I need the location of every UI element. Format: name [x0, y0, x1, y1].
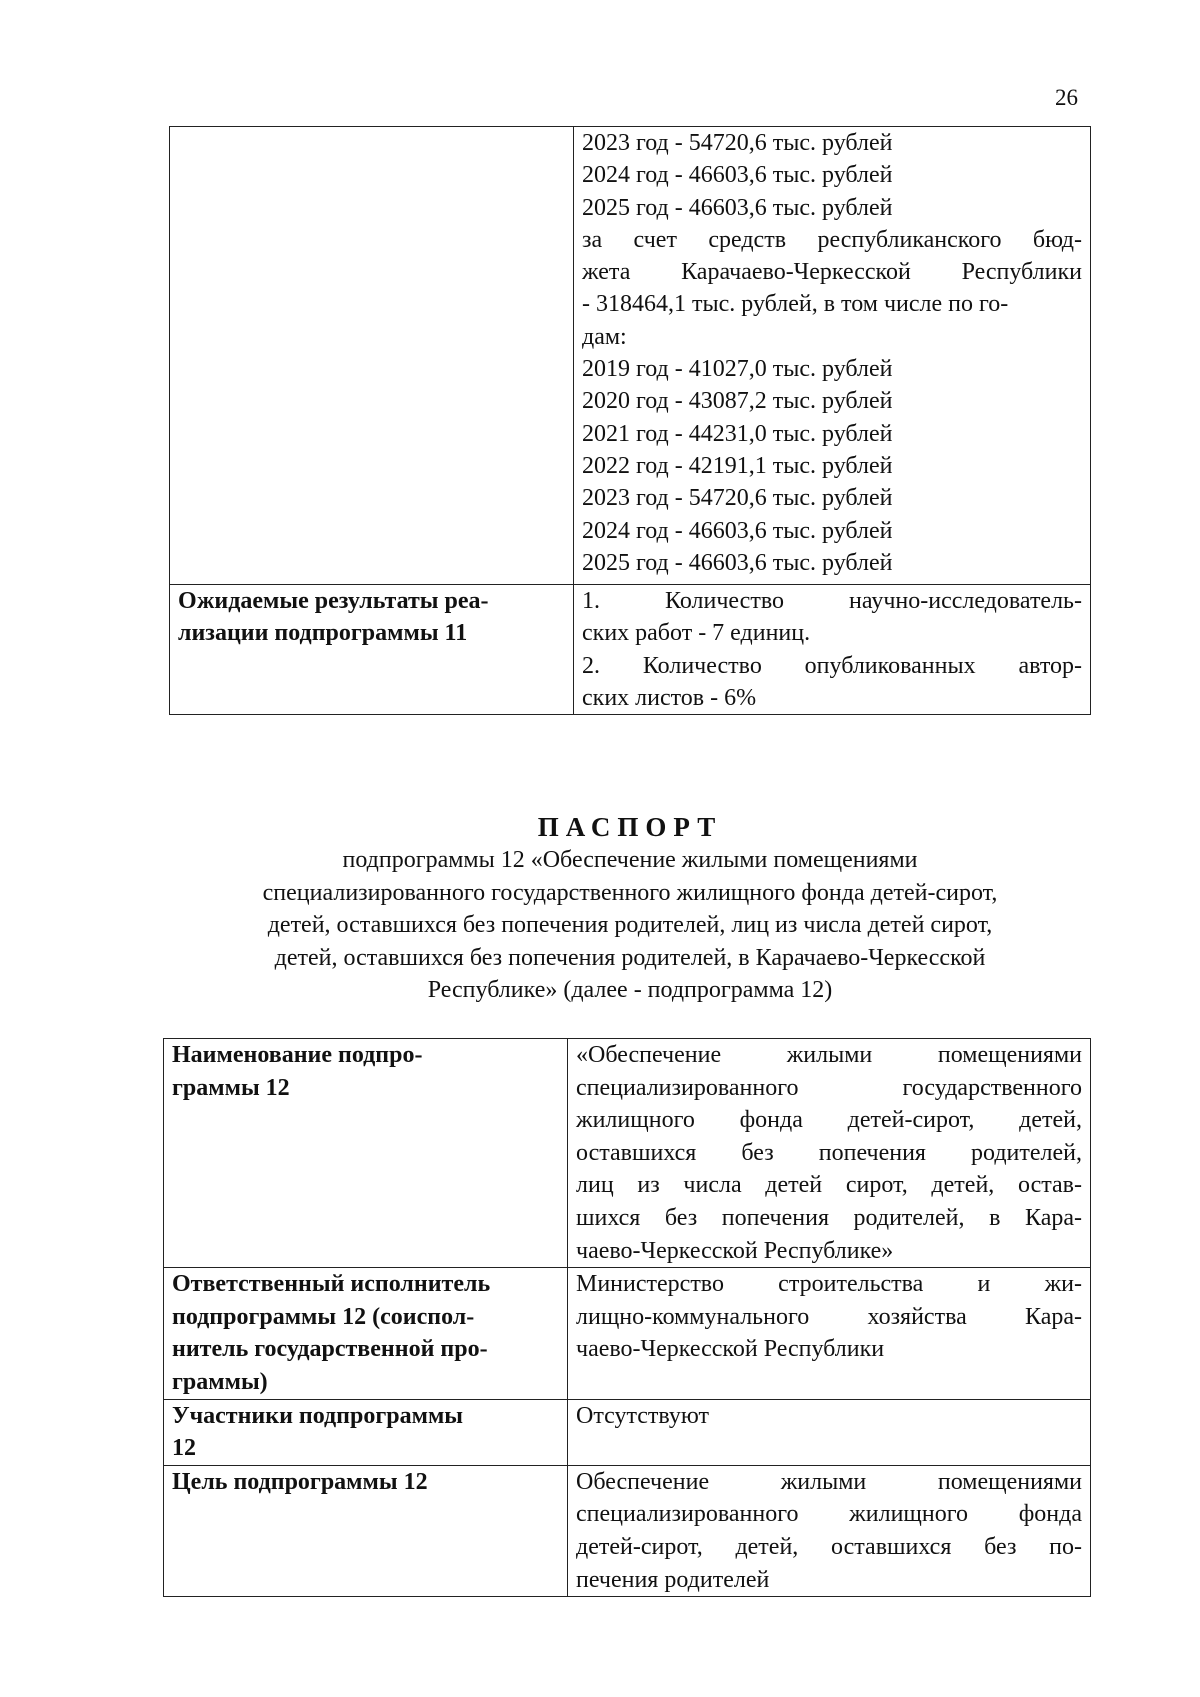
text-line: дам: — [582, 323, 627, 350]
text-line: чаево-Черкесской Республике» — [576, 1237, 894, 1264]
passport-table — [163, 1038, 1091, 1597]
label-line: Ответственный исполнитель — [172, 1271, 491, 1298]
text-line: - 318464,1 тыс. рублей, в том числе по го- — [582, 291, 1009, 318]
table-row — [164, 1268, 1091, 1399]
row-label-cell — [164, 1039, 568, 1268]
text-line: шихся без попечения родителей, в Кара- — [576, 1204, 1082, 1231]
heading-line: подпрограммы 12 «Обеспечение жилыми помещениями — [342, 847, 918, 873]
text-line: 2021 год - 44231,0 тыс. рублей — [582, 420, 893, 447]
row-value-cell — [568, 1268, 1091, 1399]
label-line: граммы) — [172, 1368, 268, 1395]
row-value-cell — [568, 1399, 1091, 1465]
table-row — [164, 1399, 1091, 1465]
text-line: 2025 год - 46603,6 тыс. рублей — [582, 549, 893, 576]
text-line: 2023 год - 54720,6 тыс. рублей — [582, 130, 893, 156]
text-line: 2024 год - 46603,6 тыс. рублей — [582, 162, 893, 189]
financing-table-continuation — [169, 126, 1091, 715]
text-line: 2023 год - 54720,6 тыс. рублей — [582, 485, 893, 512]
text-line: специализированного жилищного фонда — [576, 1501, 1082, 1528]
table-row — [164, 1465, 1091, 1596]
text-line: Обеспечение жилыми помещениями — [576, 1468, 1082, 1495]
passport-title: ПАСПОРТ — [537, 812, 723, 842]
text-line: 2024 год - 46603,6 тыс. рублей — [582, 517, 893, 544]
row-value-cell — [568, 1039, 1091, 1268]
text-line: детей-сирот, детей, оставшихся без по- — [576, 1533, 1082, 1560]
row-value-cell — [574, 127, 1091, 585]
label-line: нитель государственной про- — [172, 1336, 488, 1363]
label-line: Участники подпрограммы — [172, 1402, 464, 1429]
table-row — [164, 1039, 1091, 1268]
text-line: Отсутствуют — [576, 1402, 709, 1429]
text-line: лищно-коммунального хозяйства Кара- — [576, 1303, 1082, 1330]
label-line: подпрограммы 12 (соиспол- — [172, 1303, 475, 1330]
label-line: лизации подпрограммы 11 — [178, 620, 468, 647]
text-line: 2. Количество опубликованных автор- — [582, 652, 1082, 679]
text-line: Министерство строительства и жи- — [576, 1271, 1082, 1298]
text-line: 1. Количество научно-исследователь- — [582, 588, 1082, 614]
row-label-cell — [164, 1268, 568, 1399]
text-line: лиц из числа детей сирот, детей, остав- — [576, 1172, 1082, 1199]
text-line: 2020 год - 43087,2 тыс. рублей — [582, 388, 893, 415]
row-label-cell — [164, 1399, 568, 1465]
row-value-cell — [568, 1465, 1091, 1596]
label-line: Ожидаемые результаты реа- — [178, 588, 489, 614]
text-line: чаево-Черкесской Республики — [576, 1336, 885, 1363]
heading-line: детей, оставшихся без попечения родителей, в Карачаево-Черкесской — [274, 944, 986, 971]
label-line: 12 — [172, 1435, 196, 1462]
text-line: жета Карачаево-Черкесской Республики — [582, 259, 1082, 286]
table-row — [170, 585, 1091, 715]
table-row — [170, 127, 1091, 585]
text-line: печения родителей — [576, 1566, 770, 1593]
heading-line: специализированного государственного жилищного фонда детей-сирот, — [262, 879, 998, 906]
row-label-cell — [170, 127, 574, 585]
text-line: ских работ - 7 единиц. — [582, 620, 811, 647]
text-line: ских листов - 6% — [582, 684, 757, 711]
text-line: оставшихся без попечения родителей, — [576, 1139, 1082, 1166]
row-value-cell — [574, 585, 1091, 715]
label-line: Наименование подпро- — [172, 1042, 423, 1068]
page-number: 26 — [1055, 85, 1078, 110]
passport-heading — [170, 810, 1090, 1007]
text-line: 2019 год - 41027,0 тыс. рублей — [582, 356, 893, 383]
row-label-cell — [164, 1465, 568, 1596]
text-line: специализированного государственного — [576, 1074, 1082, 1101]
heading-line: детей, оставшихся без попечения родителей, лиц из числа детей сирот, — [267, 912, 993, 939]
text-line: «Обеспечение жилыми помещениями — [576, 1042, 1082, 1068]
row-label-cell — [170, 585, 574, 715]
heading-line: Республике» (далее - подпрограмма 12) — [427, 977, 833, 1004]
text-line: жилищного фонда детей-сирот, детей, — [576, 1107, 1082, 1134]
text-line: за счет средств республиканского бюд- — [582, 226, 1082, 253]
text-line: 2022 год - 42191,1 тыс. рублей — [582, 452, 893, 479]
label-line: граммы 12 — [172, 1074, 290, 1101]
text-line: 2025 год - 46603,6 тыс. рублей — [582, 194, 893, 221]
label-line: Цель подпрограммы 12 — [172, 1468, 428, 1495]
